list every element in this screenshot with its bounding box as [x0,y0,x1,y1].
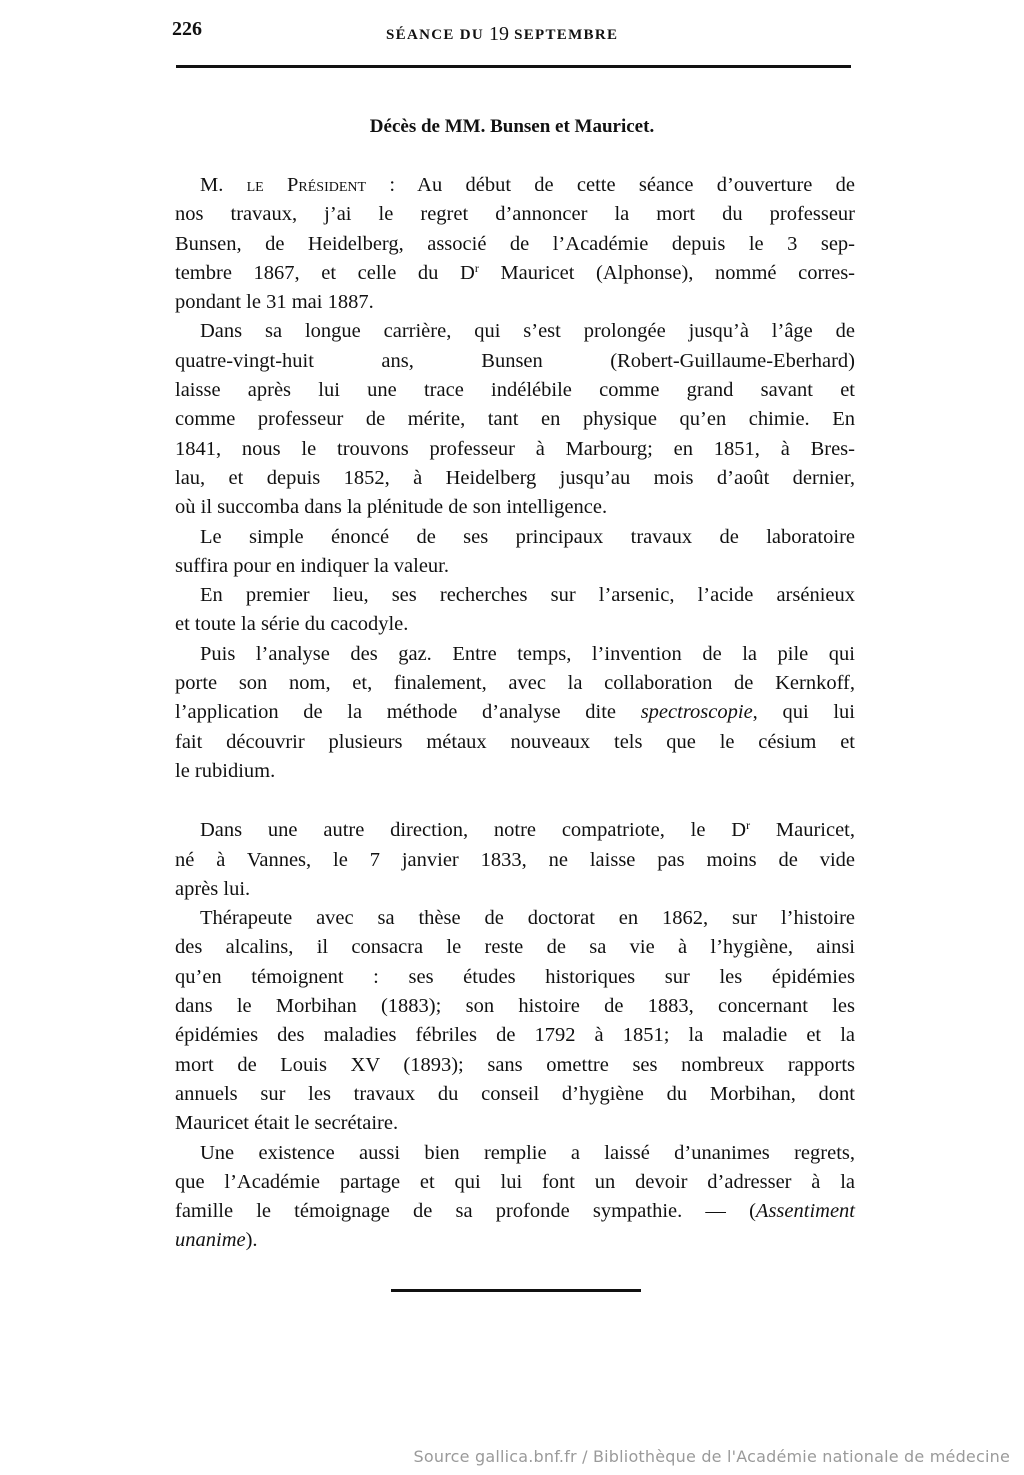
text-line: Une existence aussi bien remplie a laissé d’unanimes regrets, [200,1141,855,1164]
top-rule [176,65,851,68]
text-line: dans le Morbihan (1883); son histoire de 1883, concernant les [175,995,855,1018]
text-line: Mauricet était le secrétaire. [175,1112,399,1135]
text-line: famille le témoignage de sa profonde sympathie. — (Assentiment [175,1200,855,1223]
italic-term: unanime [175,1229,246,1252]
text-line: laisse après lui une trace indélébile comme grand savant et [175,379,855,402]
text-line: que l’Académie partage et qui lui font un devoir d’adresser à la [175,1170,855,1193]
text-line: et toute la série du cacodyle. [175,613,409,636]
article-body [175,171,855,1256]
text-line: porte son nom, et, finalement, avec la collaboration de Kernkoff, [175,672,855,695]
text-line: nos travaux, j’ai le regret d’annoncer la mort du professeur [175,203,855,226]
source-footer: Source gallica.bnf.fr / Bibliothèque de l'Académie nationale de médecine [413,1447,1010,1466]
text-line: suffira pour en indiquer la valeur. [175,554,450,577]
text-line: tembre 1867, et celle du $D^r$ Mauricet (Alphonse), nommé corres- [175,260,855,284]
text-line: fait découvrir plusieurs métaux nouveaux tels que le césium et [175,730,855,753]
running-head-prefix: SÉANCE DU [386,27,490,43]
article-title: Décès de MM. Bunsen et Mauricet. [369,116,655,137]
text-line: des alcalins, il consacra le reste de sa vie à l’hygiène, ainsi [175,936,855,959]
text-line: Bunsen, de Heidelberg, associé de l’Académie depuis le 3 sep- [175,232,855,255]
bottom-rule [391,1289,641,1292]
text-line: Thérapeute avec sa thèse de doctorat en 1862, sur l’histoire [200,907,855,930]
text-line: où il succomba dans la plénitude de son intelligence. [175,496,608,519]
text-line: comme professeur de mérite, tant en physique qu’en chimie. En [175,408,855,431]
text-line: 1841, nous le trouvons professeur à Marbourg; en 1851, à Bres- [175,437,855,460]
text-line: Dans sa longue carrière, qui s’est prolongée jusqu’à l’âge de [200,320,855,343]
page-number: 226 [172,18,202,40]
text-line: annuels sur les travaux du conseil d’hygiène du Morbihan, dont [175,1082,855,1105]
text-line: mort de Louis XV (1893); sans omettre ses nombreux rapports [175,1053,855,1076]
text-line: lau, et depuis 1852, à Heidelberg jusqu’au mois d’août dernier, [175,466,855,489]
running-head-day: 19 [489,23,510,45]
running-head-suffix: SEPTEMBRE [509,27,619,43]
speaker-title: le Président [246,174,367,196]
section-gap [175,786,855,816]
text-line: Puis l’analyse des gaz. Entre temps, l’invention de la pile qui [200,642,855,665]
text-line: En premier lieu, ses recherches sur l’arsenic, l’acide arsénieux [200,584,855,607]
text-line: épidémies des maladies fébriles de 1792 à 1851; la maladie et la [175,1024,855,1047]
italic-term: Assentiment [755,1200,855,1223]
text-line: Le simple énoncé de ses principaux travaux de laboratoire [200,525,855,548]
text-line: Dans une autre direction, notre compatriote, le $D^r$ Mauricet, [200,818,855,842]
text-line: pondant le 31 mai 1887. [175,291,374,314]
text-line: l’application de la méthode d’analyse dite spectroscopie, qui lui [175,701,855,724]
running-head [386,22,618,45]
text-line: le rubidium. [175,759,276,782]
text-line: né à Vannes, le 7 janvier 1833, ne laisse pas moins de vide [175,848,855,871]
italic-term: spectroscopie [640,701,753,724]
text-line: unanime). [175,1229,258,1252]
text-line: quatre-vingt-huit ans, Bunsen (Robert-Guillaume-Eberhard) [175,349,855,372]
text-line: M. le Président : Au début de cette séance d’ouverture de [200,174,855,196]
text-line: qu’en témoignent : ses études historiques sur les épidémies [175,965,855,988]
text-line: après lui. [175,877,251,900]
